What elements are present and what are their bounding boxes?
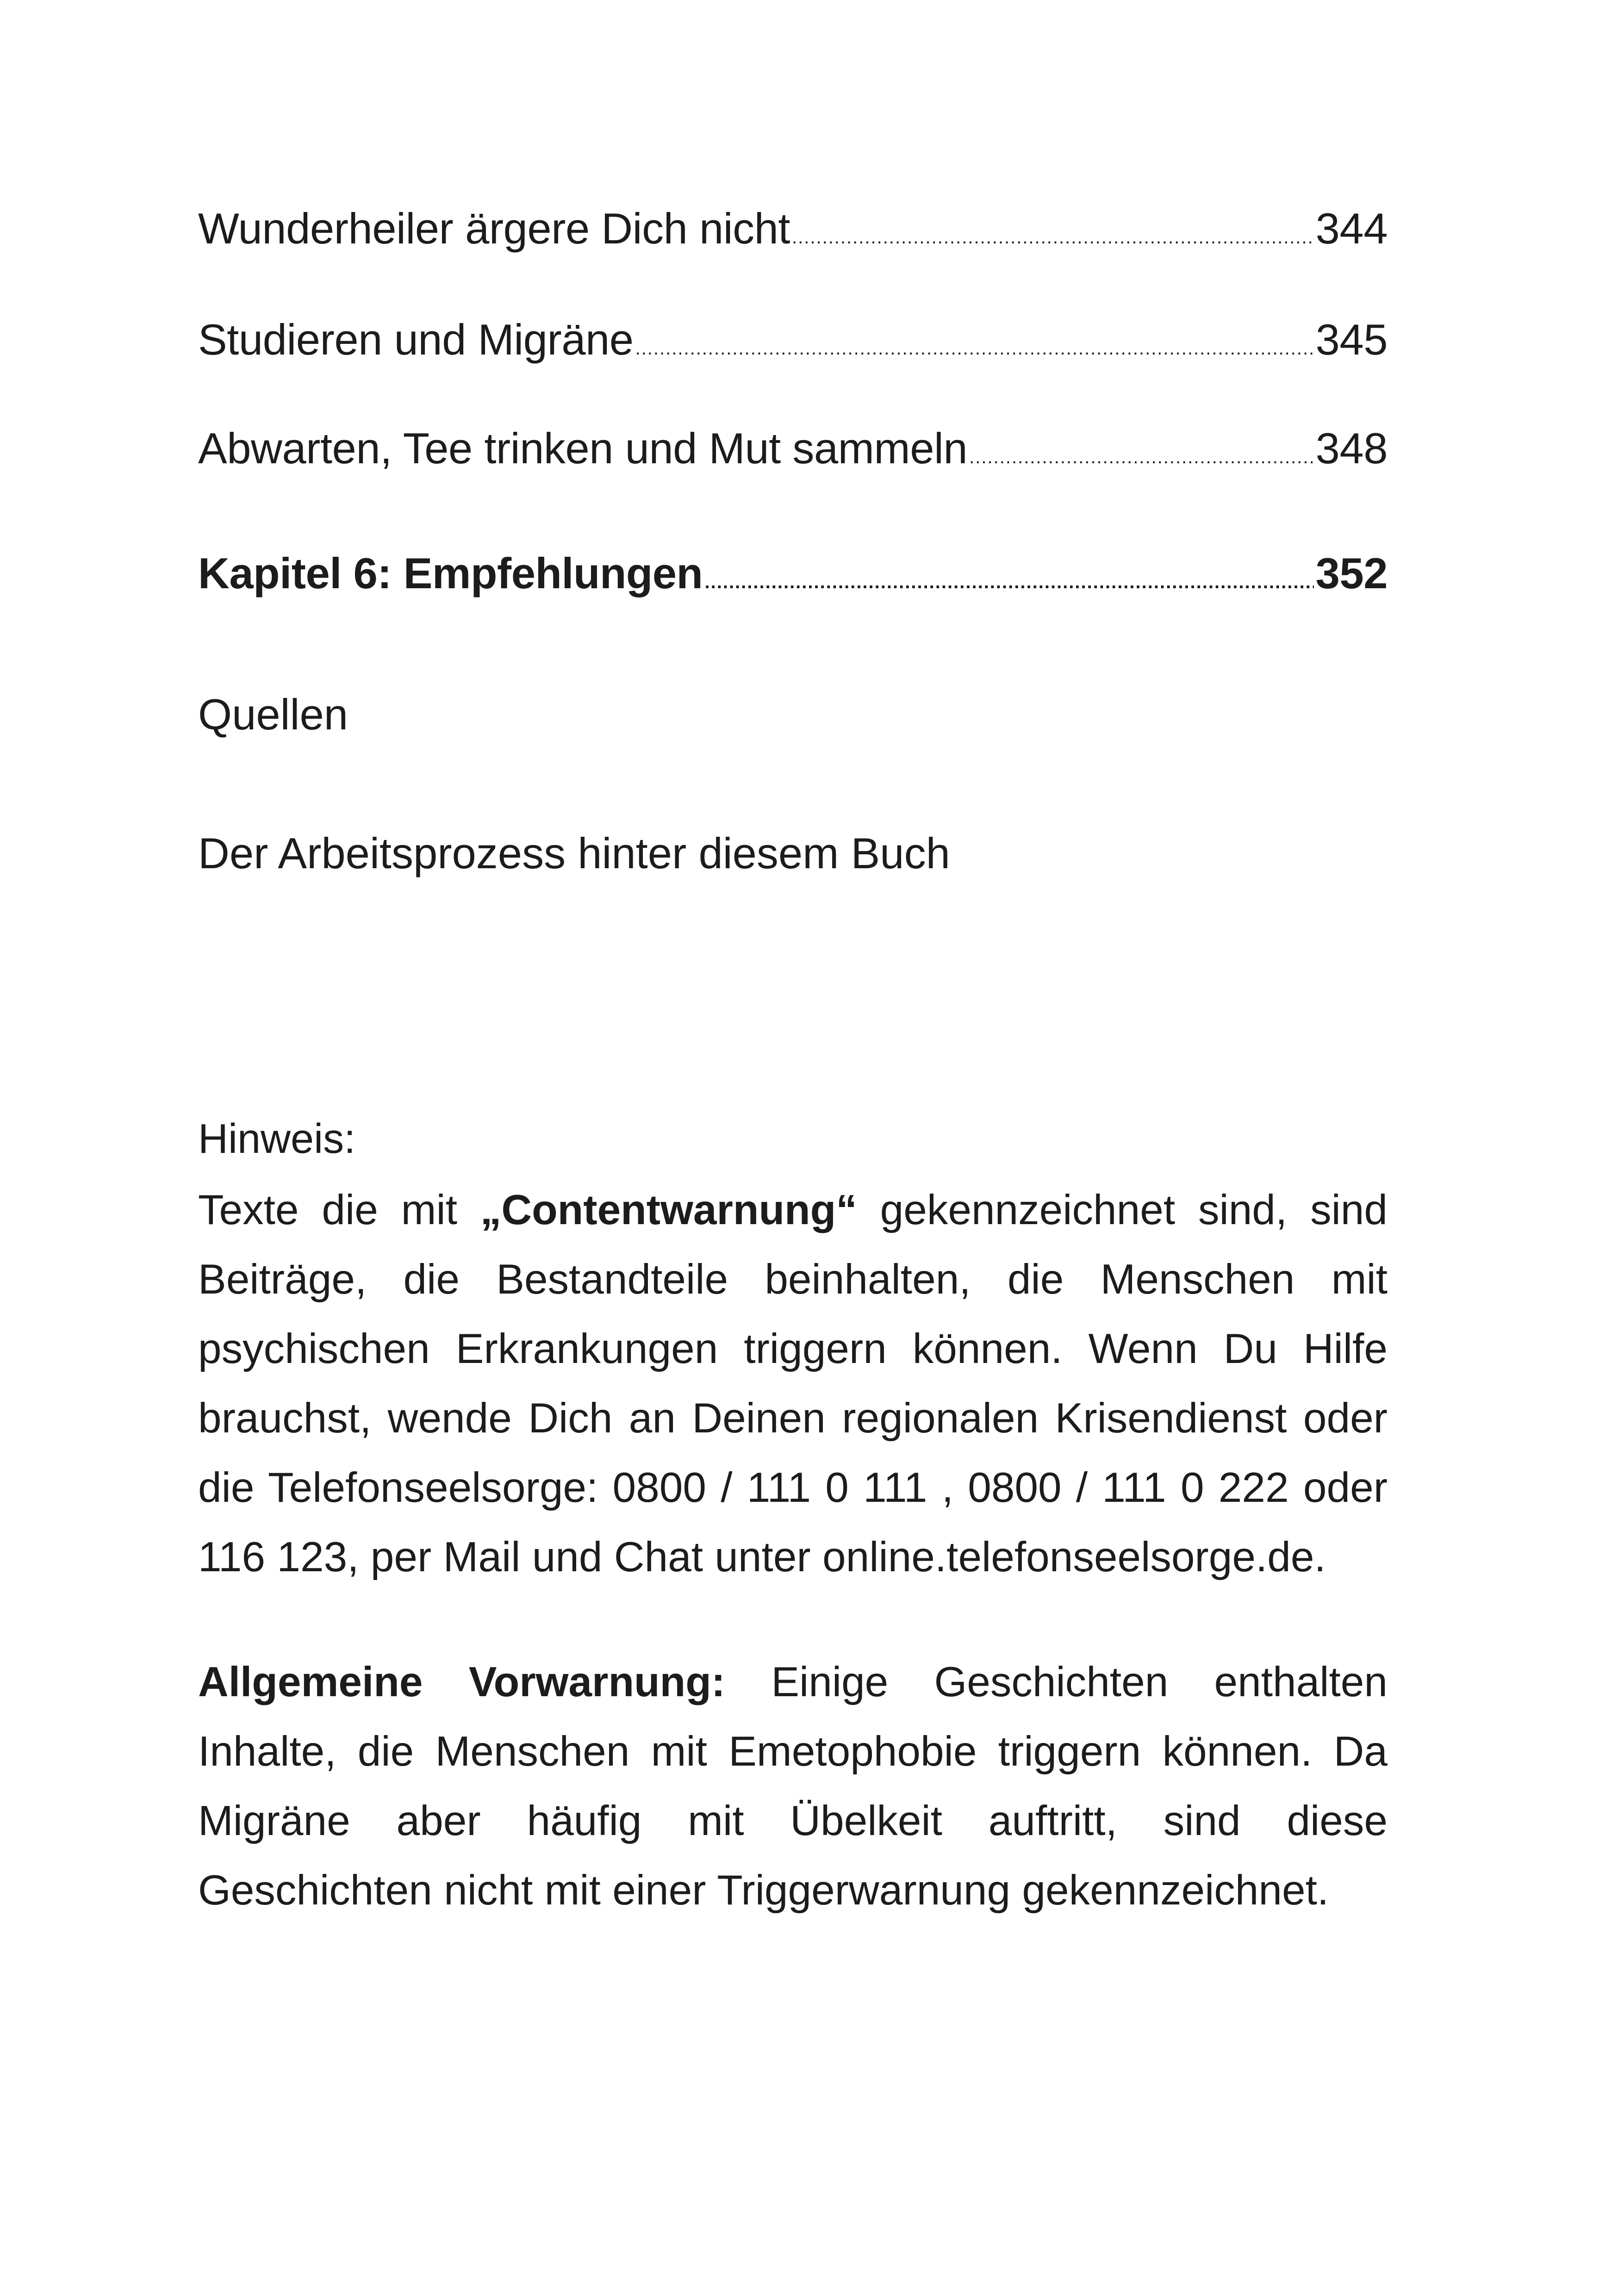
- toc-entry-title: Studieren und Migräne: [198, 315, 634, 364]
- toc-entry-title: Kapitel 6: Empfehlungen: [198, 549, 703, 597]
- toc-entry-wunderheiler[interactable]: [198, 204, 1388, 254]
- toc-entry-title: Wunderheiler ärgere Dich nicht: [198, 204, 790, 253]
- hinweis-text-before: Texte die mit: [198, 1187, 480, 1233]
- section-arbeitsprozess: Der Arbeitsprozess hinter diesem Buch: [198, 829, 950, 877]
- toc-leader-dots: [704, 572, 1313, 593]
- toc-page-number: 352: [1315, 549, 1388, 597]
- toc-entry-kapitel-6[interactable]: [198, 548, 1388, 598]
- toc-leader-dots: [792, 227, 1314, 248]
- document-page: [198, 0, 1388, 2296]
- toc-entry-title: Abwarten, Tee trinken und Mut sammeln: [198, 424, 968, 473]
- hinweis-text-after: gekennzeichnet sind, sind Beiträge, die Bestandteile beinhalten, die Menschen mit psychischen Erkrankungen triggern können. Wenn Du Hilfe brauchst, wende Dich an Deinen regionalen Krisendienst oder die Telefonseelsorge: 0800 / 111 0 111 , 0800 / 111 0 222 oder 116 123, per Mail und Chat unter online.telefonseelsorge.de.: [198, 1187, 1388, 1580]
- toc-entry-studieren[interactable]: [198, 315, 1388, 365]
- vorwarnung-label: Allgemeine Vorwarnung:: [198, 1659, 726, 1705]
- toc-page-number: 345: [1315, 315, 1388, 364]
- section-quellen: Quellen: [198, 690, 348, 739]
- vorwarnung-paragraph: [198, 1648, 1388, 1925]
- toc-page-number: 344: [1315, 204, 1388, 253]
- hinweis-highlight: „Contentwarnung“: [480, 1187, 857, 1233]
- toc-entry-abwarten[interactable]: [198, 423, 1388, 473]
- toc-leader-dots: [635, 338, 1314, 359]
- toc-leader-dots: [969, 447, 1313, 468]
- vorwarnung-text: Einige Geschichten enthalten Inhalte, die Menschen mit Emetophobie triggern können. Da Migräne aber häufig mit Übelkeit auftritt, sind diese Geschichten nicht mit einer Triggerwarnung gekennzeichnet.: [198, 1659, 1388, 1914]
- hinweis-paragraph: [198, 1176, 1388, 1592]
- hinweis-heading: Hinweis:: [198, 1116, 356, 1162]
- toc-page-number: 348: [1315, 424, 1388, 473]
